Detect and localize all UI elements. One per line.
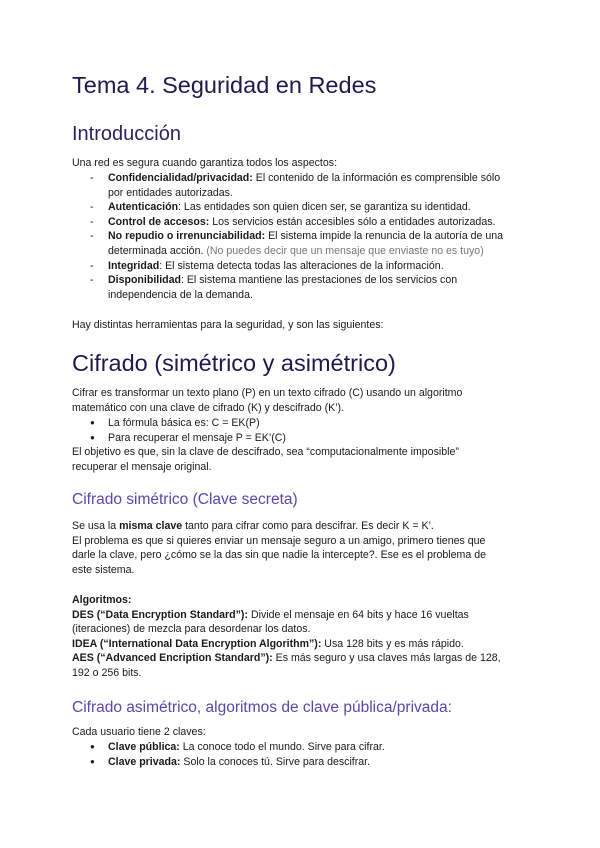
cifrado-bullets [108, 416, 542, 445]
heading-introduccion: Introducción [72, 123, 181, 145]
heading-cifrado: Cifrado (simétrico y asimétrico) [72, 350, 396, 376]
heading-cifrado-simetrico: Cifrado simétrico (Clave secreta) [72, 491, 298, 508]
list-item: ● La fórmula básica es: C = EK(P) [108, 416, 542, 431]
algorithms-block: Algoritmos: DES (“Data Encryption Standard”): Divide el mensaje en 64 bits y hace 16 vueltas (iteraciones) de mezcla para desordenar los datos. IDEA (“International Data Encryption Algorithm”): Usa 128 bits y es más rápido. AES (“Advanced Encription Standard”): Es más seguro y usa claves más largas de 128, 192 o 256 bits. [72, 594, 501, 679]
list-item: ● Clave privada: Solo la conoces tú. Sirve para descifrar. [108, 755, 542, 770]
asimetrico-lead: Cada usuario tiene 2 claves: [72, 726, 206, 738]
list-item: - Autenticación: Las entidades son quien dicen ser, se garantiza su identidad. [108, 200, 542, 215]
list-item: - Confidencialidad/privacidad: El contenido de la información es comprensible sólo por entidades autorizadas. [108, 171, 542, 200]
list-item: ● Clave pública: La conoce todo el mundo. Sirve para cifrar. [108, 740, 542, 755]
page-title: Tema 4. Seguridad en Redes [72, 72, 377, 98]
intro-list [108, 171, 542, 302]
heading-cifrado-asimetrico: Cifrado asimétrico, algoritmos de clave pública/privada: [72, 699, 452, 716]
list-item: - Control de accesos: Los servicios están accesibles sólo a entidades autorizadas. [108, 215, 542, 230]
cifrado-paragraph: Cifrar es transformar un texto plano (P) en un texto cifrado (C) usando un algoritmo matemático con una clave de cifrado (K) y descifrado (K’). [72, 387, 463, 414]
list-item: - No repudio o irrenunciabilidad: El sistema impide la renuncia de la autoría de una determinada acción. (No puedes decir que un mensaje que enviaste no es tuyo) [108, 229, 542, 258]
asimetrico-bullets [108, 740, 542, 769]
intro-closing: Hay distintas herramientas para la seguridad, y son las siguientes: [72, 319, 384, 331]
list-item: ● Para recuperar el mensaje P = EK’(C) [108, 431, 542, 446]
intro-lead: Una red es segura cuando garantiza todos los aspectos: [72, 157, 338, 169]
simetrico-paragraph: Se usa la misma clave tanto para cifrar como para descifrar. Es decir K = K’. El problema es que si quieres enviar un mensaje seguro a un amigo, primero tienes que darle la clave, pero ¿cómo se la das sin que nadie la intercepte?. Ese es el problema de este sistema. [72, 520, 486, 576]
list-item: - Disponibilidad: El sistema mantiene las prestaciones de los servicios con independencia de la demanda. [108, 273, 542, 302]
cifrado-objective: El objetivo es que, sin la clave de descifrado, sea “computacionalmente imposible” recuperar el mensaje original. [72, 446, 459, 473]
list-item: - Integridad: El sistema detecta todas las alteraciones de la información. [108, 259, 542, 274]
